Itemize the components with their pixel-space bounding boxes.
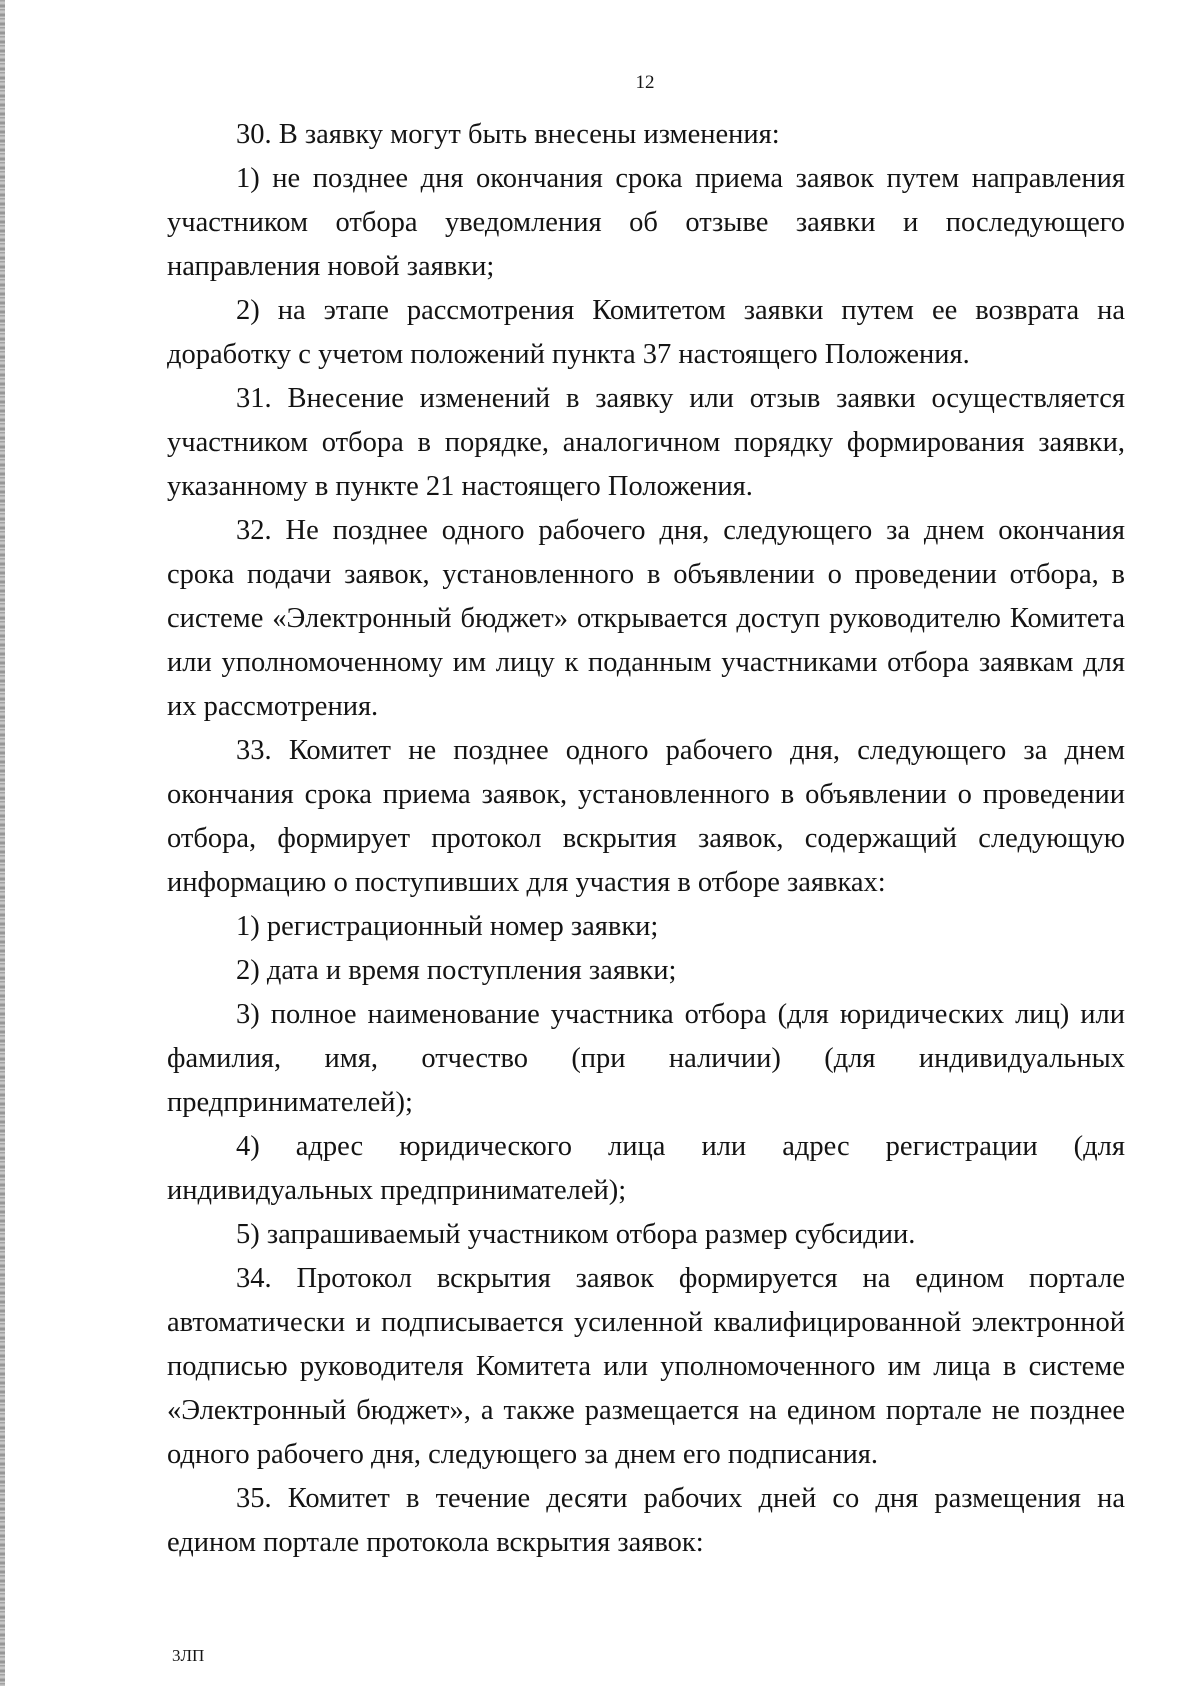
- paragraph-33-item-4: 4) адрес юридического лица или адрес регистрации (для индивидуальных предпринимателей);: [167, 1131, 1125, 1206]
- paragraph-33: 33. Комитет не позднее одного рабочего дня, следующего за днем окончания срока приема заявок, установленного в объявлении о проведении отбора, формирует протокол вскрытия заявок, содержащий следующую информацию о поступивших для участия в отборе заявках:: [167, 735, 1125, 898]
- paragraph-30-item-1: 1) не позднее дня окончания срока приема заявок путем направления участником отбора уведомления об отзыве заявки и последующего направления новой заявки;: [167, 163, 1125, 282]
- paragraph-30: 30. В заявку могут быть внесены изменения:: [236, 119, 780, 150]
- scan-edge: [0, 0, 5, 1686]
- paragraph-31: 31. Внесение изменений в заявку или отзыв заявки осуществляется участником отбора в порядке, аналогичном порядку формирования заявки, указанному в пункте 21 настоящего Положения.: [167, 383, 1125, 502]
- paragraph-33-item-5: 5) запрашиваемый участником отбора размер субсидии.: [236, 1219, 916, 1250]
- paragraph-32: 32. Не позднее одного рабочего дня, следующего за днем окончания срока подачи заявок, установленного в объявлении о проведении отбора, в системе «Электронный бюджет» открывается доступ руководителю Комитета или уполномоченному им лицу к поданным участниками отбора заявкам для их рассмотрения.: [167, 515, 1125, 722]
- paragraph-35: 35. Комитет в течение десяти рабочих дней со дня размещения на едином портале протокола вскрытия заявок:: [167, 1483, 1125, 1558]
- paragraph-33-item-2: 2) дата и время поступления заявки;: [236, 955, 677, 986]
- page-number: 12: [635, 72, 655, 93]
- footer-code: 3ЛП: [172, 1646, 205, 1665]
- paragraph-33-item-1: 1) регистрационный номер заявки;: [236, 911, 659, 942]
- document-body: [167, 113, 1125, 1565]
- paragraph-33-item-3: 3) полное наименование участника отбора (для юридических лиц) или фамилия, имя, отчество (при наличии) (для индивидуальных предпринимателей);: [167, 999, 1125, 1118]
- paragraph-30-item-2: 2) на этапе рассмотрения Комитетом заявки путем ее возврата на доработку с учетом положений пункта 37 настоящего Положения.: [167, 295, 1125, 370]
- paragraph-34: 34. Протокол вскрытия заявок формируется на едином портале автоматически и подписывается усиленной квалифицированной электронной подписью руководителя Комитета или уполномоченного им лица в системе «Электронный бюджет», а также размещается на едином портале не позднее одного рабочего дня, следующего за днем его подписания.: [167, 1263, 1125, 1470]
